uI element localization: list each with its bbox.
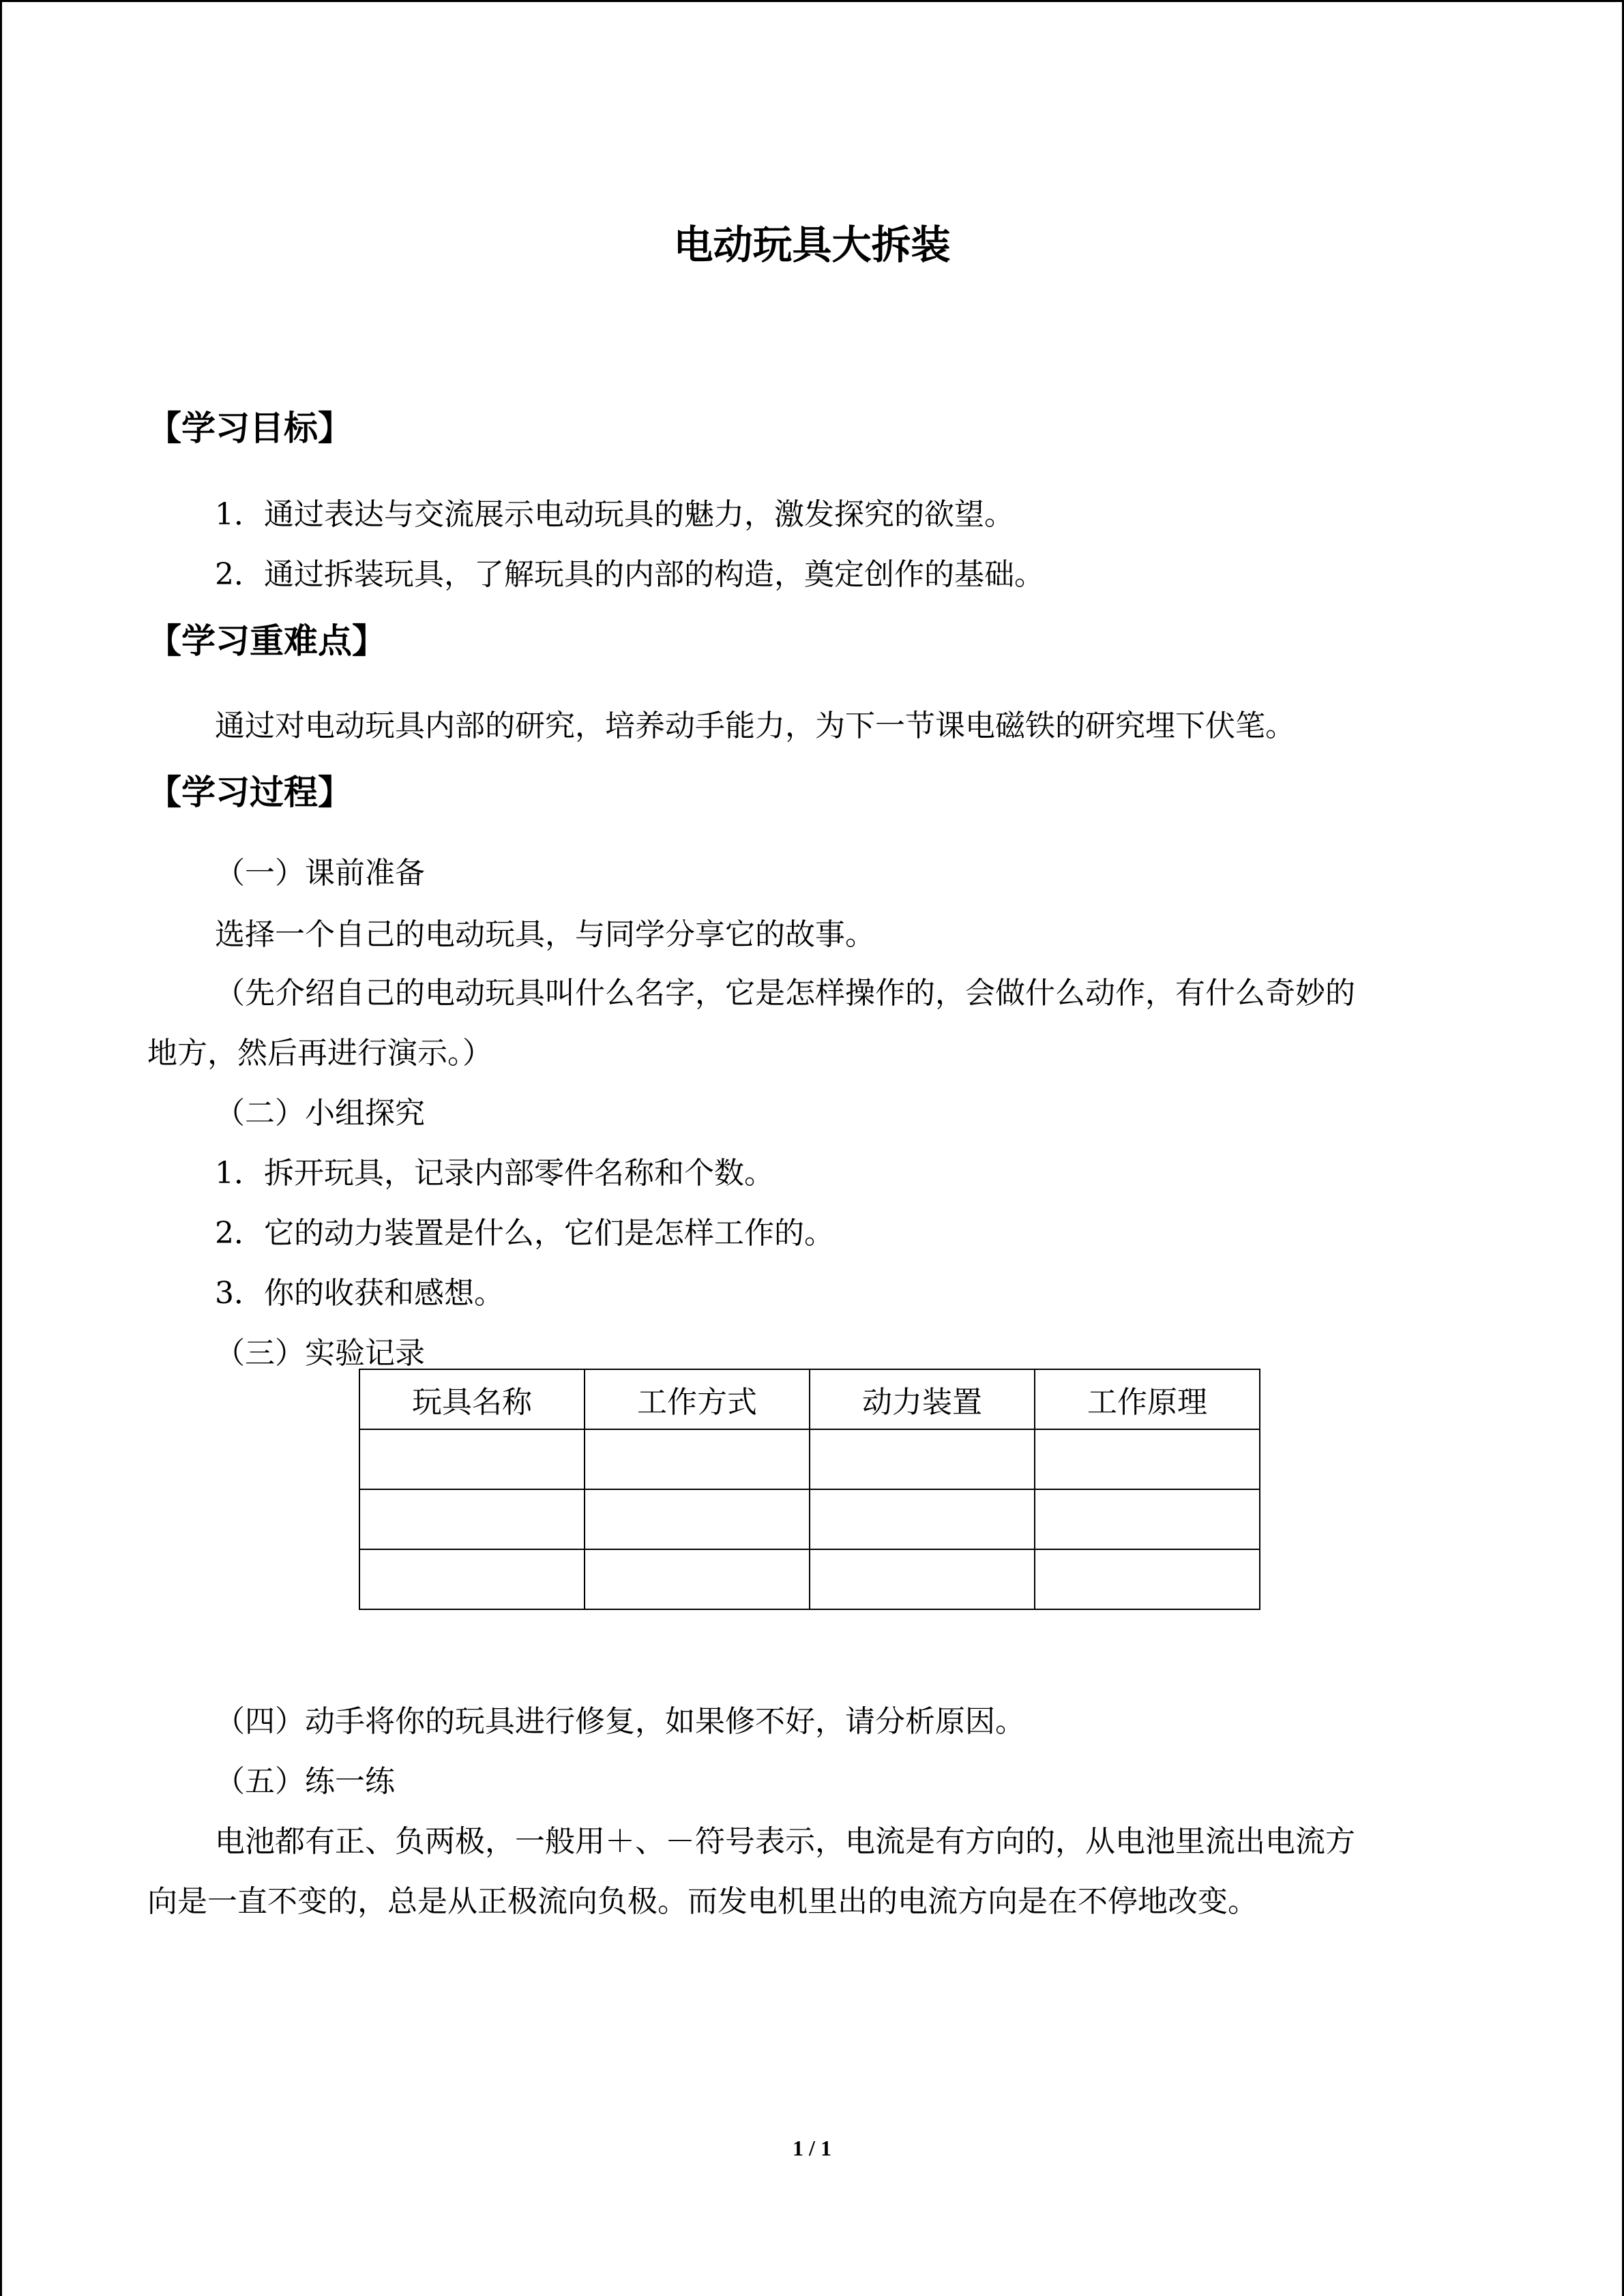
- table-cell[interactable]: [810, 1489, 1035, 1549]
- table-cell[interactable]: [585, 1489, 810, 1549]
- table-cell[interactable]: [585, 1549, 810, 1609]
- practice-line-1: 电池都有正、负两极，一般用＋、－符号表示，电流是有方向的，从电池里流出电流方: [215, 1824, 1355, 1859]
- table-cell[interactable]: [359, 1549, 585, 1609]
- table-cell[interactable]: [585, 1429, 810, 1489]
- goals-heading: 【学习目标】: [147, 408, 352, 448]
- table-header-cell: 玩具名称: [359, 1369, 585, 1429]
- record-title: （三）实验记录: [215, 1336, 425, 1371]
- page-number: 1 / 1: [793, 2136, 831, 2160]
- group-item-3: 3．你的收获和感想。: [215, 1276, 504, 1311]
- practice-title: （五）练一练: [215, 1764, 395, 1799]
- group-item-1: 1．拆开玩具，记录内部零件名称和个数。: [215, 1156, 774, 1191]
- experiment-record-table: [359, 1369, 1260, 1610]
- page-title: 电动玩具大拆装: [673, 222, 951, 268]
- practice-line-2: 向是一直不变的，总是从正极流向负极。而发电机里出的电流方向是在不停地改变。: [147, 1884, 1258, 1919]
- repair-title: （四）动手将你的玩具进行修复，如果修不好，请分析原因。: [215, 1704, 1025, 1739]
- table-cell[interactable]: [1035, 1489, 1260, 1549]
- group-title: （二）小组探究: [215, 1096, 425, 1131]
- goal-item-2: 2．通过拆装玩具，了解玩具的内部的构造，奠定创作的基础。: [215, 557, 1044, 592]
- prep-text: 选择一个自己的电动玩具，与同学分享它的故事。: [215, 917, 875, 952]
- table-row: [359, 1429, 1260, 1489]
- prep-title: （一）课前准备: [215, 856, 425, 891]
- process-heading: 【学习过程】: [147, 773, 352, 812]
- table-cell[interactable]: [1035, 1429, 1260, 1489]
- table-row: [359, 1489, 1260, 1549]
- key-points-heading: 【学习重难点】: [147, 621, 386, 661]
- goal-item-1: 1．通过表达与交流展示电动玩具的魅力，激发探究的欲望。: [215, 497, 1014, 532]
- table-header-row: [359, 1369, 1260, 1429]
- prep-note-line-2: 地方，然后再进行演示。）: [147, 1036, 492, 1071]
- table-cell[interactable]: [359, 1489, 585, 1549]
- key-points-text: 通过对电动玩具内部的研究，培养动手能力，为下一节课电磁铁的研究埋下伏笔。: [215, 709, 1295, 743]
- prep-note-line-1: （先介绍自己的电动玩具叫什么名字，它是怎样操作的，会做什么动作，有什么奇妙的: [215, 976, 1355, 1011]
- table-row: [359, 1549, 1260, 1609]
- page-top-border: [0, 0, 1624, 2]
- table-cell[interactable]: [810, 1549, 1035, 1609]
- table-cell[interactable]: [810, 1429, 1035, 1489]
- table-header-cell: 工作方式: [585, 1369, 810, 1429]
- table-cell[interactable]: [359, 1429, 585, 1489]
- table-header-cell: 动力装置: [810, 1369, 1035, 1429]
- table-header-cell: 工作原理: [1035, 1369, 1260, 1429]
- page-left-border: [0, 0, 2, 2296]
- table-cell[interactable]: [1035, 1549, 1260, 1609]
- group-item-2: 2．它的动力装置是什么，它们是怎样工作的。: [215, 1216, 834, 1251]
